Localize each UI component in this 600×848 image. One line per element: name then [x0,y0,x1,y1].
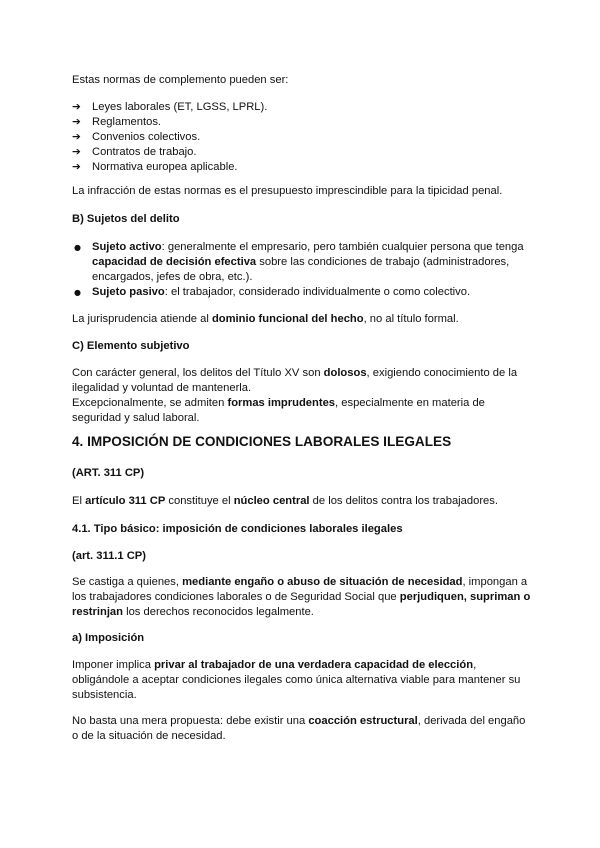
text-run: Con carácter general, los delitos del Título XV son [72,367,324,379]
text-run: constituye el [165,495,234,507]
bold-run: coacción estructural [308,715,418,727]
section-b-heading: B) Sujetos del delito [72,213,180,225]
art-311-1-heading: (art. 311.1 CP) [72,550,146,562]
sujeto-activo-label: Sujeto activo [92,241,162,253]
subjetivo-paragraph [72,366,532,426]
art-311-paragraph [72,494,532,509]
section-a-heading: a) Imposición [72,632,145,644]
text-run: La jurisprudencia atiende al [72,313,212,325]
text-run: de los delitos contra los trabajadores. [309,495,498,507]
text-run: , especialmente en materia de seguridad y salud laboral. [72,397,485,424]
bold-run: capacidad de decisión efectiva [92,256,257,268]
subjects-list [72,240,532,300]
bold-run: formas imprudentes [227,397,336,409]
bold-run: mediante engaño o abuso de situación de necesidad [182,576,463,588]
sujeto-pasivo-label: Sujeto pasivo [92,286,165,298]
bold-run: privar al trabajador de una verdadera capacidad de elección [154,659,474,671]
art-311-heading: (ART. 311 CP) [72,467,145,479]
text-run: : el trabajador, considerado individualmente o como colectivo. [164,286,471,298]
text-run: , derivada del engaño o de la situación de necesidad. [72,715,526,742]
no-basta-paragraph [72,714,532,744]
section-4-1-heading: 4.1. Tipo básico: imposición de condiciones laborales ilegales [72,523,403,535]
text-run: , no al título formal. [363,313,459,325]
list-item: ➔ Leyes laborales (ET, LGSS, LPRL). [72,100,532,115]
bold-run: dominio funcional del hecho [211,313,364,325]
intro-paragraph: Estas normas de complemento pueden ser: [72,74,289,86]
text-run: Imponer implica [72,659,155,671]
text-run: sobre las condiciones de trabajo (administradores, encargados, jefes de obra, etc.). [92,256,510,283]
jurisprudencia-paragraph [72,312,532,327]
section-4-heading: 4. IMPOSICIÓN DE CONDICIONES LABORALES ILEGALES [72,434,452,449]
bold-run: perjudiquen, supriman o restrinjan [72,591,531,618]
bold-run: dolosos [323,367,367,379]
list-item: ➔ Convenios colectivos. [72,130,532,145]
list-item-sujeto-activo [72,240,532,285]
castiga-paragraph [72,575,532,620]
text-run: No basta una mera propuesta: debe existir una [72,715,309,727]
text-run: : generalmente el empresario, pero también cualquier persona que tenga [161,241,524,253]
text-run: Se castiga a quienes, [72,576,183,588]
complement-norms-list [72,100,532,175]
infraccion-paragraph: La infracción de estas normas es el presupuesto imprescindible para la tipicidad penal. [72,185,503,197]
list-item: ➔ Normativa europea aplicable. [72,160,532,175]
list-item: ➔ Reglamentos. [72,115,532,130]
list-item: ➔ Contratos de trabajo. [72,145,532,160]
section-c-heading: C) Elemento subjetivo [72,340,190,352]
text-run: El [72,495,86,507]
text-run: , impongan a los trabajadores condiciones laborales o de Seguridad Social que [72,576,528,603]
list-item-sujeto-pasivo [72,285,532,300]
bold-run: núcleo central [233,495,310,507]
text-run: los derechos reconocidos legalmente. [122,606,314,618]
imponer-paragraph [72,658,532,703]
text-run: , obligándole a aceptar condiciones ilegales como única alternativa viable para mantener su subsistencia. [72,659,521,701]
text-run: , exigiendo conocimiento de la ilegalidad y voluntad de mantenerla. [72,367,518,394]
bold-run: artículo 311 CP [85,495,166,507]
text-run: Excepcionalmente, se admiten [72,397,228,409]
